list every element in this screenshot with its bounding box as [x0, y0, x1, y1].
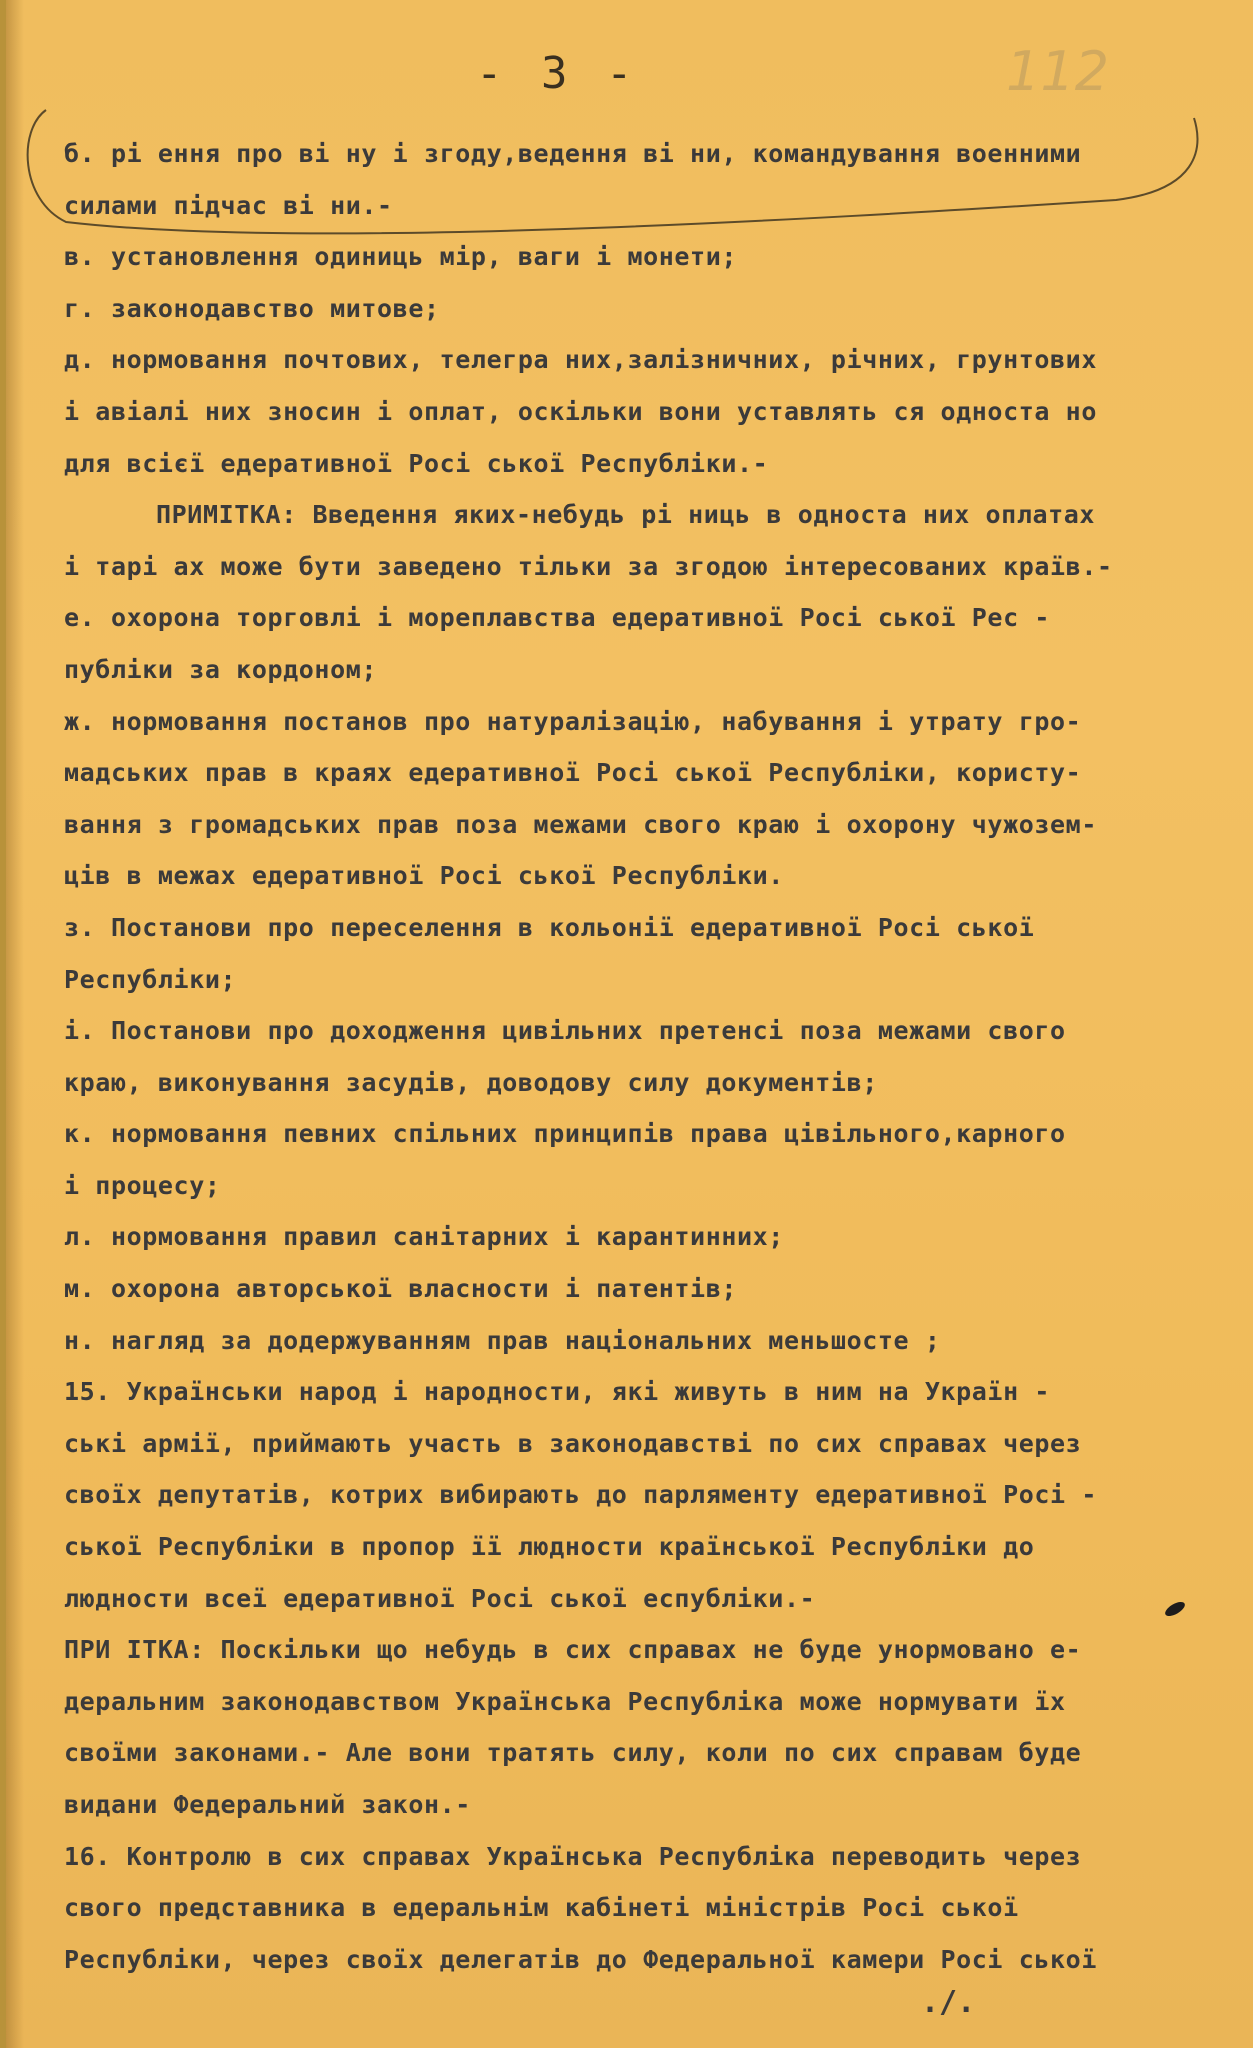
- text-line: н. нагляд за додержуванням прав національних меньшосте ;: [64, 1325, 941, 1355]
- text-line: і тарі ах може бути заведено тільки за згодою інтересованих країв.-: [64, 551, 1113, 581]
- text-line: з. Постанови про переселення в кольонії едеративної Росі ської: [64, 912, 1035, 942]
- text-line: деральним законодавством Українська Республіка може нормувати їх: [64, 1686, 1066, 1716]
- text-line: Республіки, через своїх делегатів до Федеральної камери Росі ської: [64, 1944, 1097, 1974]
- text-line: і авіалі них зносин і оплат, оскільки вони уставлять ся одностa но: [64, 396, 1097, 426]
- text-line: л. нормовання правил санітарних і карантинних;: [64, 1222, 784, 1252]
- text-line: публіки за кордоном;: [64, 654, 378, 684]
- text-line: і процесу;: [64, 1170, 221, 1200]
- text-line: своїми законами.- Але вони тратять силу, коли по сих справам буде: [64, 1738, 1082, 1768]
- text-line: силами підчас ві ни.-: [64, 190, 393, 220]
- text-line: б. рі ення про ві ну і згоду,ведення ві ни, командування военними: [64, 139, 1082, 168]
- text-line: своїх депутатів, котрих вибирають до парляменту едеративної Росі -: [64, 1480, 1097, 1510]
- document-page: [6, 0, 1253, 2048]
- text-line: 15. Українськи народ і народности, які живуть в ним на Україн -: [64, 1377, 1051, 1407]
- text-line: м. охорона авторської власности і патентів;: [64, 1274, 738, 1304]
- text-line: вання з громадських прав поза межами свого краю і охорону чужозем-: [64, 809, 1097, 839]
- text-line: е. охорона торговлі і мореплавства едеративної Росі ської Рес -: [64, 603, 1051, 633]
- text-line: Республіки;: [64, 964, 237, 994]
- text-line: людности всеї едеративної Росі ської еспубліки.-: [64, 1583, 816, 1613]
- text-line: і. Постанови про доходження цивільних претенсі поза межами свого: [64, 1016, 1066, 1046]
- text-line: д. нормовання почтових, телегра них,залізничних, річних, грунтових: [64, 345, 1097, 375]
- text-line: краю, виконування засудів, доводову силу документів;: [64, 1067, 878, 1097]
- text-line: ської Республіки в пропор її людности країнської Республіки до: [64, 1532, 1035, 1562]
- archive-folio-number: 112: [1006, 40, 1110, 103]
- text-line: видани Федеральний закон.-: [64, 1790, 471, 1819]
- text-line: свого представника в едеральнім кабінеті міністрів Росі ської: [64, 1893, 1019, 1923]
- continuation-mark: ./.: [921, 1985, 976, 2020]
- text-line: г. законодавство митове;: [64, 293, 440, 323]
- text-line: ж. нормовання постанов про натуралізацію, набування і утрату гро-: [64, 706, 1082, 736]
- text-line: для всієї едеративної Росі ської Республіки.-: [64, 448, 769, 478]
- text-line: ські армії, приймають участь в законодавстві по сих справах через: [64, 1428, 1082, 1458]
- text-line: к. нормовання певних спільних принципів права цівільного,карного: [64, 1119, 1066, 1149]
- text-line: мадських прав в краях едеративної Росі ської Республіки, користу-: [64, 758, 1082, 788]
- text-line: ПРИ ІТКА: Поскільки що небудь в сих справах не буде унормовано е-: [64, 1635, 1082, 1665]
- text-line: ПРИМІТКА: Введення яких-небудь рі ниць в односта них оплатах: [156, 500, 1096, 530]
- typed-text-body: [64, 128, 1214, 1985]
- text-line: 16. Контролю в сих справах Українська Республіка переводить через: [64, 1841, 1082, 1871]
- page-number: - 3 -: [476, 48, 639, 99]
- text-line: в. установлення одиниць мір, ваги і монети;: [64, 242, 738, 272]
- text-line: ців в межах едеративної Росі ської Республіки.: [64, 861, 784, 891]
